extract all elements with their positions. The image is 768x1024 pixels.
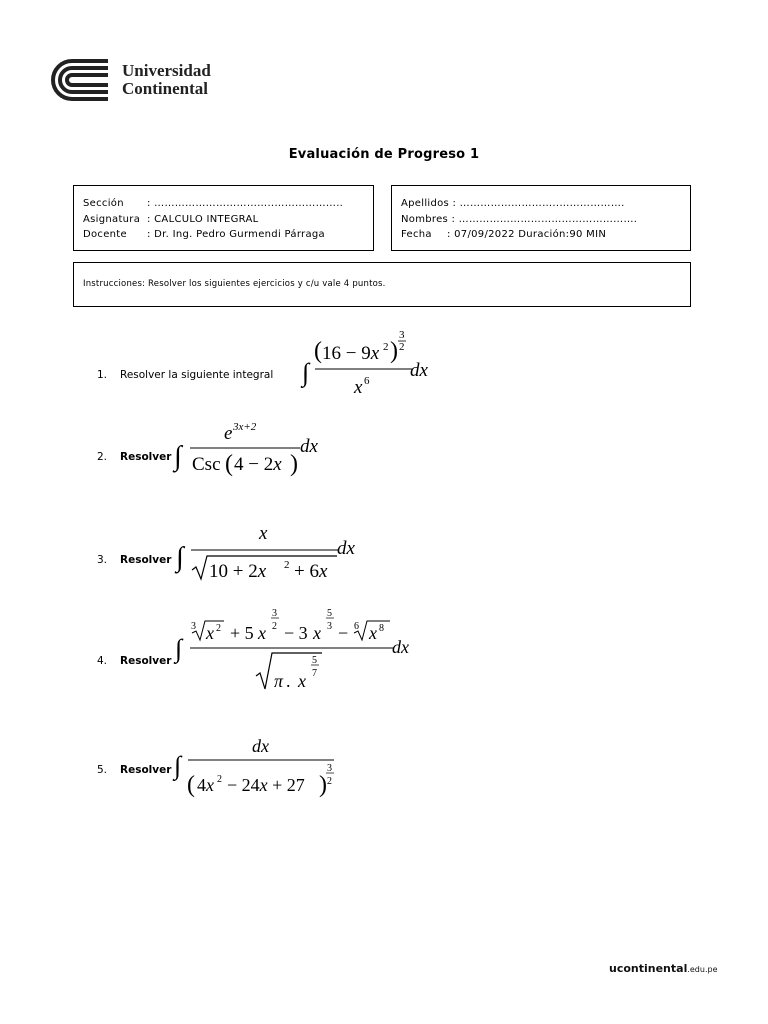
svg-text:3: 3 [327,621,332,632]
svg-text:2: 2 [383,341,389,353]
logo-line1: Universidad [122,61,211,80]
question-4-text: Resolver [120,655,172,667]
svg-text:2: 2 [272,621,277,632]
svg-text:3: 3 [191,621,196,632]
svg-text:6: 6 [364,375,370,387]
fecha-label: Fecha [401,229,432,240]
question-4-label [97,655,171,667]
question-2-formula [172,415,332,485]
svg-text:8: 8 [379,623,384,634]
svg-text:3: 3 [327,763,332,774]
svg-text:3x+2: 3x+2 [233,421,257,433]
question-3-formula [172,518,372,588]
question-5-text: Resolver [120,764,172,776]
question-2-text: Resolver [120,451,172,463]
svg-text:2: 2 [327,776,332,787]
svg-text:3: 3 [272,608,277,619]
svg-text:π: π [274,671,284,691]
svg-text:5: 5 [312,655,317,666]
svg-text:∫: ∫ [176,542,184,573]
svg-text:16 − 9x: 16 − 9x [322,343,380,364]
svg-text:2: 2 [399,341,405,353]
asignatura-label: Asignatura [83,213,141,225]
svg-text:e: e [224,423,233,444]
svg-text:): ) [319,772,327,798]
svg-text:∫: ∫ [302,358,310,387]
seccion-value: : ……………………………..……………….. [147,198,344,209]
svg-text:x: x [206,623,214,643]
svg-text:− 3: − 3 [284,623,308,643]
svg-text:2: 2 [217,774,222,785]
question-2-number: 2. [97,451,108,463]
svg-text:∫: ∫ [174,441,182,472]
question-1-number: 1. [97,369,108,381]
svg-text:7: 7 [312,668,317,679]
svg-text:dx: dx [410,360,428,381]
nombres-field: Nombres : ……………………………………………. [401,213,638,225]
instructions-text: Instrucciones: Resolver los siguientes ejercicios y c/u vale 4 puntos. [83,279,386,289]
svg-text:− 24x + 27: − 24x + 27 [227,775,305,795]
svg-text:∫: ∫ [174,751,182,780]
svg-text:): ) [390,338,398,364]
svg-text:Csc: Csc [192,454,221,475]
svg-text:dx: dx [337,538,355,559]
university-logo [50,58,225,102]
svg-text:x: x [313,623,321,643]
seccion-label: Sección [83,198,124,209]
footer-brand-name: ucontinental [609,962,688,975]
svg-text:dx: dx [252,736,269,756]
svg-text:−: − [338,623,349,643]
question-5-label [97,764,171,776]
question-3-text: Resolver [120,554,172,566]
svg-text:(: ( [187,772,195,798]
svg-text:2: 2 [284,559,290,571]
docente-label: Docente [83,229,127,240]
question-3-label [97,554,171,566]
question-2-label [97,451,171,463]
fecha-value: : 07/09/2022 Duración:90 MIN [447,229,607,240]
svg-text:x: x [258,623,266,643]
question-5-formula [172,730,352,805]
question-1-formula [300,325,440,400]
question-4-number: 4. [97,655,108,667]
svg-text:5: 5 [327,608,332,619]
svg-text:x: x [259,523,268,544]
svg-text:dx: dx [392,637,409,657]
svg-text:10 + 2x: 10 + 2x [209,561,267,582]
svg-text:∫: ∫ [175,634,183,663]
footer-domain: .edu.pe [687,965,718,974]
svg-text:(: ( [314,338,322,364]
docente-value: : Dr. Ing. Pedro Gurmendi Párraga [147,229,325,240]
student-info-box [391,185,691,251]
question-5-number: 5. [97,764,108,776]
svg-text:x: x [369,623,377,643]
svg-text:4x: 4x [197,775,214,795]
svg-text:(: ( [225,451,233,477]
svg-text:): ) [290,451,298,477]
question-1-text: Resolver la siguiente integral [120,369,274,381]
svg-text:2: 2 [216,623,221,634]
logo-c-icon [50,58,112,102]
question-4-formula [172,603,432,698]
apellidos-field: Apellidos : ………………………..………………. [401,198,625,209]
logo-line2: Continental [122,79,208,98]
svg-text:+ 6x: + 6x [294,561,328,582]
asignatura-value: : CALCULO INTEGRAL [147,213,259,225]
svg-text:dx: dx [300,436,318,457]
instructions-box [73,262,691,307]
course-info-box [73,185,374,251]
page-title: Evaluación de Progreso 1 [288,147,480,162]
svg-text:4 − 2x: 4 − 2x [234,454,282,475]
question-1-label [97,369,273,381]
footer-brand [609,962,718,975]
question-3-number: 3. [97,554,108,566]
svg-text:x: x [298,671,306,691]
svg-text:.: . [286,671,291,691]
svg-text:+ 5: + 5 [230,623,254,643]
svg-text:3: 3 [399,329,405,341]
svg-text:x: x [354,377,363,398]
svg-text:6: 6 [354,621,359,632]
